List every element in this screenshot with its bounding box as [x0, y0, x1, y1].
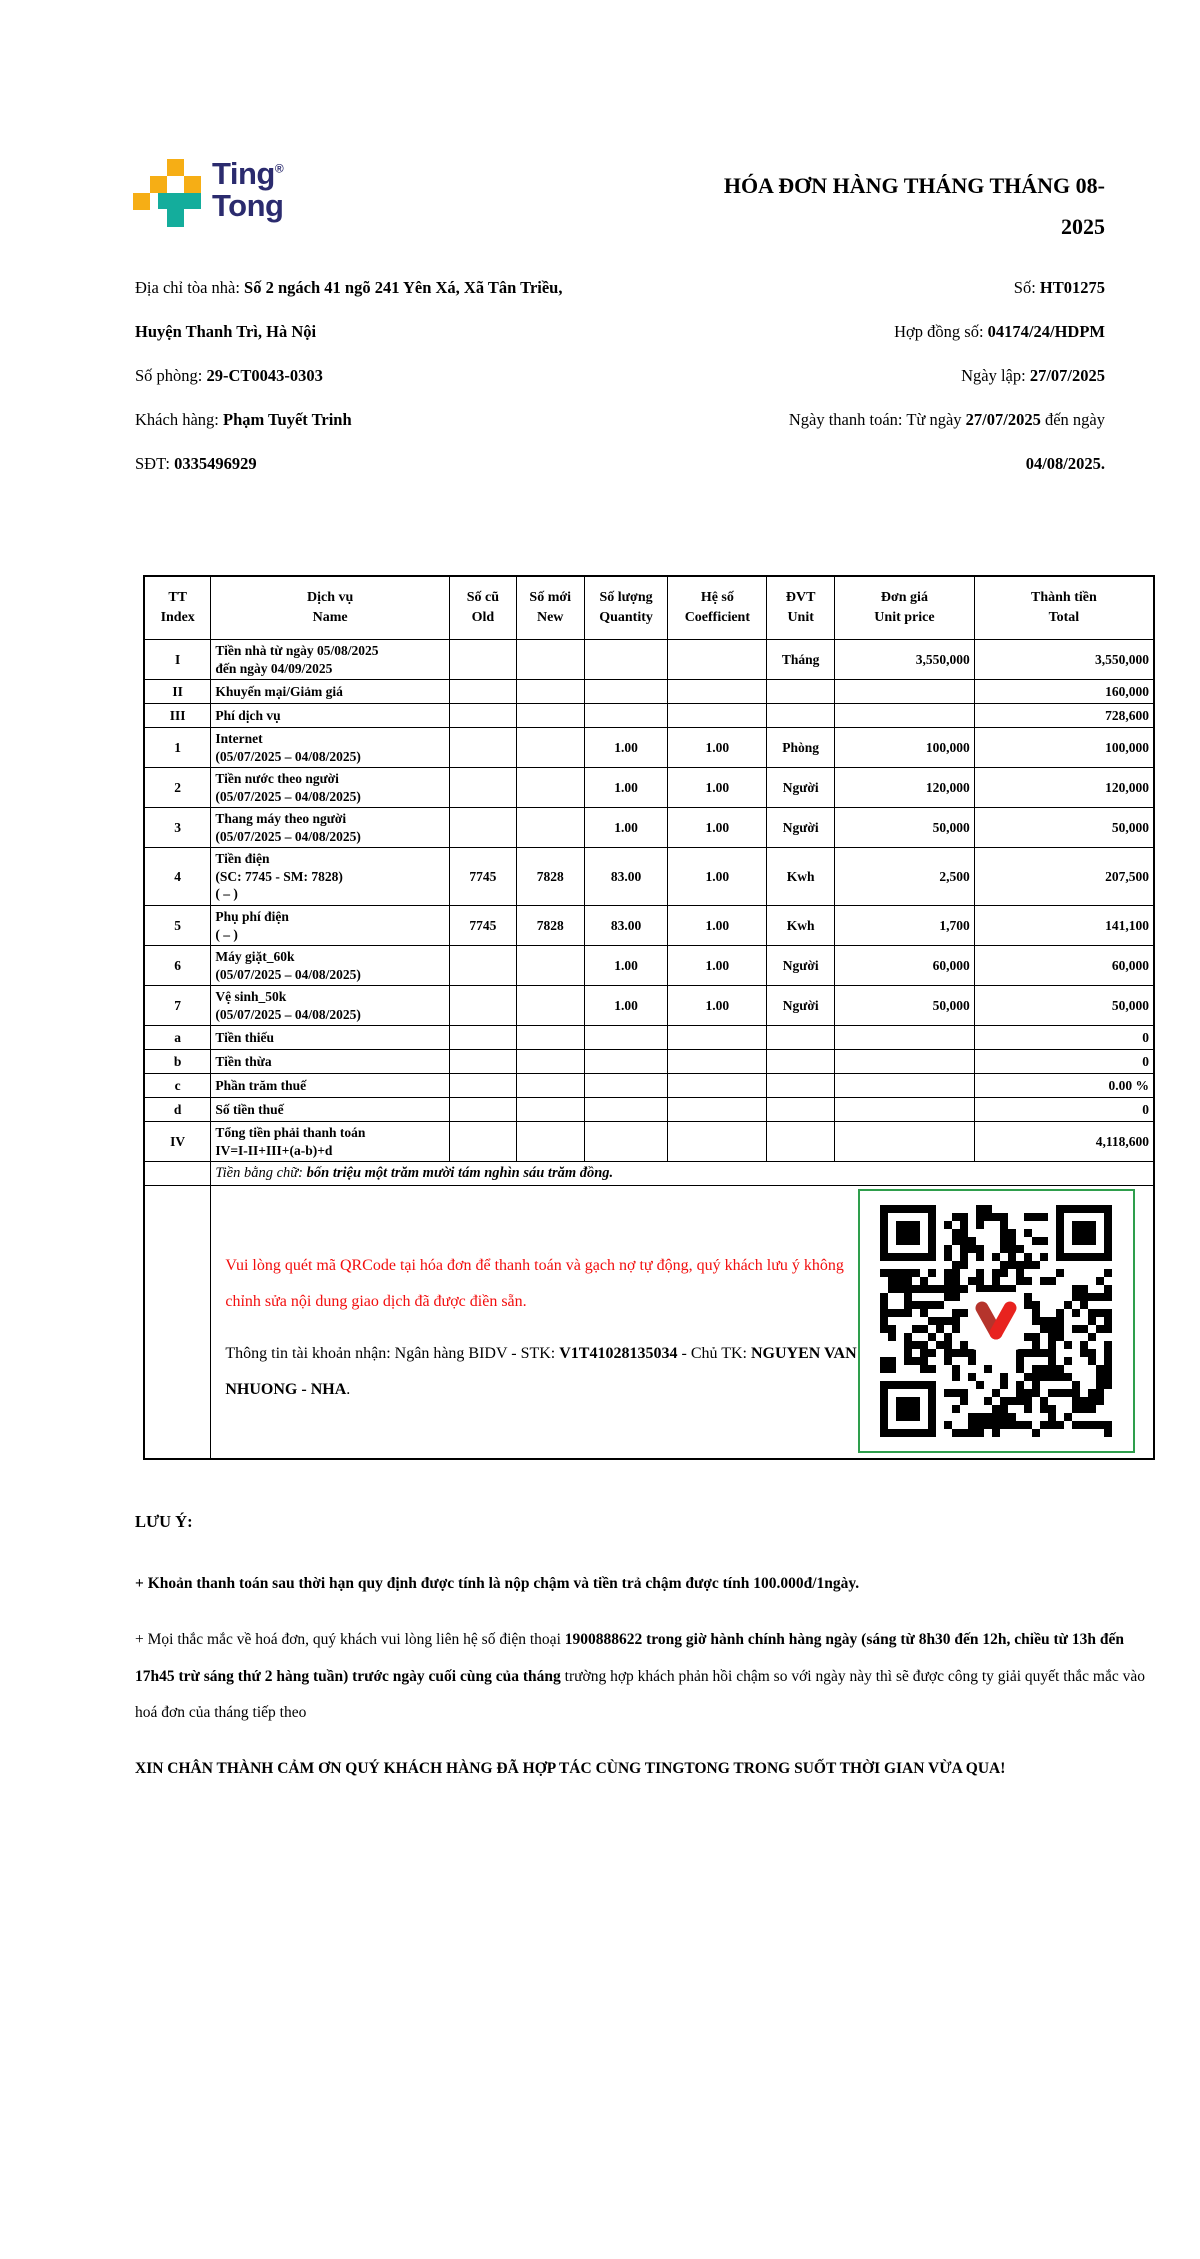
cell-coefficient	[668, 1122, 767, 1162]
cell-coefficient	[668, 680, 767, 704]
amount-in-words-index-cell	[144, 1162, 211, 1186]
cell-service-name: Tiền thiếu	[211, 1026, 450, 1050]
table-row-c	[144, 1074, 1154, 1098]
cell-total: 141,100	[974, 906, 1154, 946]
cell-total: 0	[974, 1050, 1154, 1074]
cell-quantity: 1.00	[584, 808, 668, 848]
payment-period-line1: Ngày thanh toán: Từ ngày 27/07/2025 đến ngày	[788, 410, 1105, 429]
cell-new-reading: 7828	[516, 906, 584, 946]
cell-new-reading	[516, 680, 584, 704]
cell-index: 2	[144, 768, 211, 808]
cell-index: 3	[144, 808, 211, 848]
cell-old-reading	[449, 1050, 516, 1074]
cell-coefficient: 1.00	[668, 848, 767, 906]
cell-new-reading	[516, 1074, 584, 1098]
cell-old-reading	[449, 680, 516, 704]
logo-word-tong: Tong	[212, 188, 284, 224]
invoice-title-line1: HÓA ĐƠN HÀNG THÁNG THÁNG 08-	[723, 173, 1105, 198]
invoice-title	[585, 166, 1105, 248]
table-row-b	[144, 1050, 1154, 1074]
col-header-name: Dịch vụ Name	[211, 576, 450, 640]
cell-total: 50,000	[974, 986, 1154, 1026]
notes-heading: LƯU Ý:	[135, 1512, 193, 1531]
col-header-quantity: Số lượng Quantity	[584, 576, 668, 640]
cell-unit: Kwh	[767, 848, 835, 906]
footer-notes	[135, 1503, 1149, 1788]
payment-instructions	[211, 1186, 857, 1458]
cell-new-reading	[516, 1122, 584, 1162]
cell-unit	[767, 1098, 835, 1122]
room-number: Số phòng: 29-CT0043-0303	[135, 366, 323, 385]
cell-new-reading	[516, 768, 584, 808]
col-header-index: TT Index	[144, 576, 211, 640]
cell-new-reading	[516, 1050, 584, 1074]
cell-quantity: 1.00	[584, 768, 668, 808]
cell-old-reading	[449, 640, 516, 680]
cell-new-reading: 7828	[516, 848, 584, 906]
cell-unit-price: 60,000	[835, 946, 975, 986]
cell-unit	[767, 1026, 835, 1050]
cell-old-reading	[449, 1026, 516, 1050]
cell-service-name: Phụ phí điện ( – )	[211, 906, 450, 946]
cell-new-reading	[516, 1026, 584, 1050]
invoice-table	[143, 575, 1155, 1460]
customer-name: Khách hàng: Phạm Tuyết Trinh	[135, 410, 352, 429]
customer-phone: SĐT: 0335496929	[135, 454, 257, 473]
cell-old-reading	[449, 768, 516, 808]
cell-new-reading	[516, 728, 584, 768]
contract-number: Hợp đồng số: 04174/24/HDPM	[894, 322, 1105, 341]
cell-old-reading	[449, 1122, 516, 1162]
cell-new-reading	[516, 946, 584, 986]
cell-unit: Người	[767, 946, 835, 986]
cell-quantity	[584, 704, 668, 728]
note-late-payment: + Khoản thanh toán sau thời hạn quy định được tính là nộp chậm và tiền trả chậm được tính 100.000đ/1ngày.	[135, 1574, 860, 1592]
cell-unit: Phòng	[767, 728, 835, 768]
cell-index: II	[144, 680, 211, 704]
cell-total: 3,550,000	[974, 640, 1154, 680]
cell-index: 6	[144, 946, 211, 986]
cell-new-reading	[516, 986, 584, 1026]
cell-service-name: Phần trăm thuế	[211, 1074, 450, 1098]
cell-quantity	[584, 1074, 668, 1098]
cell-coefficient	[668, 1026, 767, 1050]
table-row-IV	[144, 1122, 1154, 1162]
cell-coefficient: 1.00	[668, 986, 767, 1026]
cell-unit: Người	[767, 986, 835, 1026]
qr-scan-note: Vui lòng quét mã QRCode tại hóa đơn để thanh toán và gạch nợ tự động, quý khách lưu ý không chỉnh sửa nội dung giao dịch đã được điền sẵn.	[225, 1257, 844, 1311]
cell-unit-price	[835, 1074, 975, 1098]
cell-unit-price	[835, 680, 975, 704]
cell-service-name: Tiền nước theo người (05/07/2025 – 04/08/2025)	[211, 768, 450, 808]
cell-old-reading	[449, 704, 516, 728]
col-header-unit-price: Đơn giá Unit price	[835, 576, 975, 640]
amount-in-words-row	[144, 1162, 1154, 1186]
cell-total: 60,000	[974, 946, 1154, 986]
cell-index: III	[144, 704, 211, 728]
cell-old-reading: 7745	[449, 848, 516, 906]
cell-new-reading	[516, 808, 584, 848]
table-row-II	[144, 680, 1154, 704]
cell-unit	[767, 1050, 835, 1074]
table-row-1	[144, 728, 1154, 768]
cell-index: 5	[144, 906, 211, 946]
cell-new-reading	[516, 1098, 584, 1122]
cell-unit-price: 1,700	[835, 906, 975, 946]
table-row-d	[144, 1098, 1154, 1122]
cell-quantity	[584, 1098, 668, 1122]
cell-unit-price	[835, 704, 975, 728]
cell-quantity	[584, 640, 668, 680]
table-row-7	[144, 986, 1154, 1026]
cell-coefficient: 1.00	[668, 946, 767, 986]
cell-index: c	[144, 1074, 211, 1098]
cell-service-name: Tiền nhà từ ngày 05/08/2025 đến ngày 04/09/2025	[211, 640, 450, 680]
col-header-total: Thành tiền Total	[974, 576, 1154, 640]
cell-unit-price: 100,000	[835, 728, 975, 768]
cell-total: 100,000	[974, 728, 1154, 768]
cell-unit-price: 50,000	[835, 986, 975, 1026]
cell-unit-price: 3,550,000	[835, 640, 975, 680]
cell-total: 120,000	[974, 768, 1154, 808]
cell-quantity	[584, 1122, 668, 1162]
cell-unit	[767, 1122, 835, 1162]
cell-total: 207,500	[974, 848, 1154, 906]
cell-quantity	[584, 1026, 668, 1050]
cell-unit: Tháng	[767, 640, 835, 680]
cell-index: 4	[144, 848, 211, 906]
cell-index: d	[144, 1098, 211, 1122]
payment-period-line2: 04/08/2025.	[1025, 454, 1105, 473]
cell-old-reading	[449, 986, 516, 1026]
cell-index: 7	[144, 986, 211, 1026]
tingtong-logo-icon	[133, 158, 201, 228]
cell-quantity: 83.00	[584, 848, 668, 906]
cell-service-name: Tiền thừa	[211, 1050, 450, 1074]
table-row-a	[144, 1026, 1154, 1050]
table-row-2	[144, 768, 1154, 808]
cell-unit-price: 120,000	[835, 768, 975, 808]
cell-unit	[767, 680, 835, 704]
table-row-3	[144, 808, 1154, 848]
cell-index: b	[144, 1050, 211, 1074]
cell-unit-price	[835, 1122, 975, 1162]
cell-quantity: 1.00	[584, 728, 668, 768]
cell-unit	[767, 704, 835, 728]
qr-pattern	[880, 1205, 1112, 1437]
payment-row-content-cell	[211, 1186, 1154, 1460]
cell-coefficient	[668, 1074, 767, 1098]
cell-new-reading	[516, 640, 584, 680]
col-header-old: Số cũ Old	[449, 576, 516, 640]
invoice-title-line2: 2025	[1061, 213, 1105, 239]
building-address-line2: Huyện Thanh Trì, Hà Nội	[135, 322, 317, 341]
cell-service-name: Vệ sinh_50k (05/07/2025 – 04/08/2025)	[211, 986, 450, 1026]
cell-unit-price	[835, 1098, 975, 1122]
amount-in-words: Tiền bằng chữ: bốn triệu một trăm mười tám nghìn sáu trăm đồng.	[211, 1162, 1154, 1186]
table-row-6	[144, 946, 1154, 986]
cell-coefficient	[668, 640, 767, 680]
cell-total: 0	[974, 1026, 1154, 1050]
table-row-I	[144, 640, 1154, 680]
cell-service-name: Máy giặt_60k (05/07/2025 – 04/08/2025)	[211, 946, 450, 986]
cell-old-reading	[449, 1074, 516, 1098]
issue-date: Ngày lập: 27/07/2025	[961, 366, 1105, 385]
cell-old-reading	[449, 1098, 516, 1122]
cell-coefficient: 1.00	[668, 728, 767, 768]
table-row-5	[144, 906, 1154, 946]
cell-total: 4,118,600	[974, 1122, 1154, 1162]
cell-old-reading	[449, 808, 516, 848]
table-header-row	[144, 576, 1154, 640]
col-header-unit: ĐVT Unit	[767, 576, 835, 640]
note-hotline: + Mọi thắc mắc về hoá đơn, quý khách vui lòng liên hệ số điện thoại 1900888622 trong giờ hành chính hàng ngày (sáng từ 8h30 đến 12h, chiều từ 13h đến 17h45 trừ sáng thứ 2 hàng tuần) trước ngày cuối cùng của tháng trường hợp khách phản hồi chậm so với ngày này thì sẽ được công ty giải quyết thắc mắc vào hoá đơn của tháng tiếp theo	[135, 1631, 1145, 1722]
cell-coefficient	[668, 1050, 767, 1074]
cell-quantity: 1.00	[584, 986, 668, 1026]
cell-service-name: Khuyến mại/Giảm giá	[211, 680, 450, 704]
note-thanks: XIN CHÂN THÀNH CẢM ƠN QUÝ KHÁCH HÀNG ĐÃ HỢP TÁC CÙNG TINGTONG TRONG SUỐT THỜI GIAN VỪA QUA!	[135, 1760, 1006, 1778]
cell-unit: Người	[767, 768, 835, 808]
cell-unit: Kwh	[767, 906, 835, 946]
customer-info	[135, 266, 563, 486]
cell-new-reading	[516, 704, 584, 728]
cell-unit-price	[835, 1050, 975, 1074]
cell-coefficient	[668, 704, 767, 728]
col-header-new: Số mới New	[516, 576, 584, 640]
logo-word-ting: Ting	[212, 156, 275, 191]
cell-quantity: 1.00	[584, 946, 668, 986]
cell-index: IV	[144, 1122, 211, 1162]
cell-service-name: Internet (05/07/2025 – 04/08/2025)	[211, 728, 450, 768]
cell-unit-price	[835, 1026, 975, 1050]
cell-index: I	[144, 640, 211, 680]
payment-qr-row	[144, 1186, 1154, 1460]
cell-quantity	[584, 680, 668, 704]
cell-total: 50,000	[974, 808, 1154, 848]
cell-total: 728,600	[974, 704, 1154, 728]
col-header-coefficient: Hệ số Coefficient	[668, 576, 767, 640]
invoice-number: Số: HT01275	[1013, 278, 1105, 297]
cell-coefficient: 1.00	[668, 768, 767, 808]
cell-quantity: 83.00	[584, 906, 668, 946]
cell-unit-price: 50,000	[835, 808, 975, 848]
payment-qr-code	[858, 1189, 1135, 1453]
cell-unit	[767, 1074, 835, 1098]
tingtong-logo	[133, 158, 284, 228]
cell-coefficient	[668, 1098, 767, 1122]
table-row-III	[144, 704, 1154, 728]
cell-quantity	[584, 1050, 668, 1074]
table-row-4	[144, 848, 1154, 906]
cell-total: 160,000	[974, 680, 1154, 704]
cell-total: 0.00 %	[974, 1074, 1154, 1098]
cell-unit-price: 2,500	[835, 848, 975, 906]
cell-service-name: Thang máy theo người (05/07/2025 – 04/08/2025)	[211, 808, 450, 848]
bank-account-info: Thông tin tài khoản nhận: Ngân hàng BIDV - STK: V1T41028135034 - Chủ TK: NGUYEN VAN NHUONG - NHA.	[225, 1345, 857, 1399]
cell-index: a	[144, 1026, 211, 1050]
cell-total: 0	[974, 1098, 1154, 1122]
payment-row-index-cell	[144, 1186, 211, 1460]
cell-service-name: Phí dịch vụ	[211, 704, 450, 728]
invoice-meta	[789, 266, 1105, 486]
cell-unit: Người	[767, 808, 835, 848]
registered-mark: ®	[274, 161, 284, 176]
building-address-line1: Địa chỉ tòa nhà: Số 2 ngách 41 ngõ 241 Yên Xá, Xã Tân Triều,	[135, 278, 563, 297]
cell-old-reading	[449, 728, 516, 768]
tingtong-logo-text	[212, 158, 284, 222]
cell-service-name: Tiền điện (SC: 7745 - SM: 7828) ( – )	[211, 848, 450, 906]
cell-service-name: Số tiền thuế	[211, 1098, 450, 1122]
cell-index: 1	[144, 728, 211, 768]
cell-coefficient: 1.00	[668, 808, 767, 848]
cell-coefficient: 1.00	[668, 906, 767, 946]
cell-service-name: Tổng tiền phải thanh toán IV=I-II+III+(a-b)+d	[211, 1122, 450, 1162]
cell-old-reading	[449, 946, 516, 986]
cell-old-reading: 7745	[449, 906, 516, 946]
